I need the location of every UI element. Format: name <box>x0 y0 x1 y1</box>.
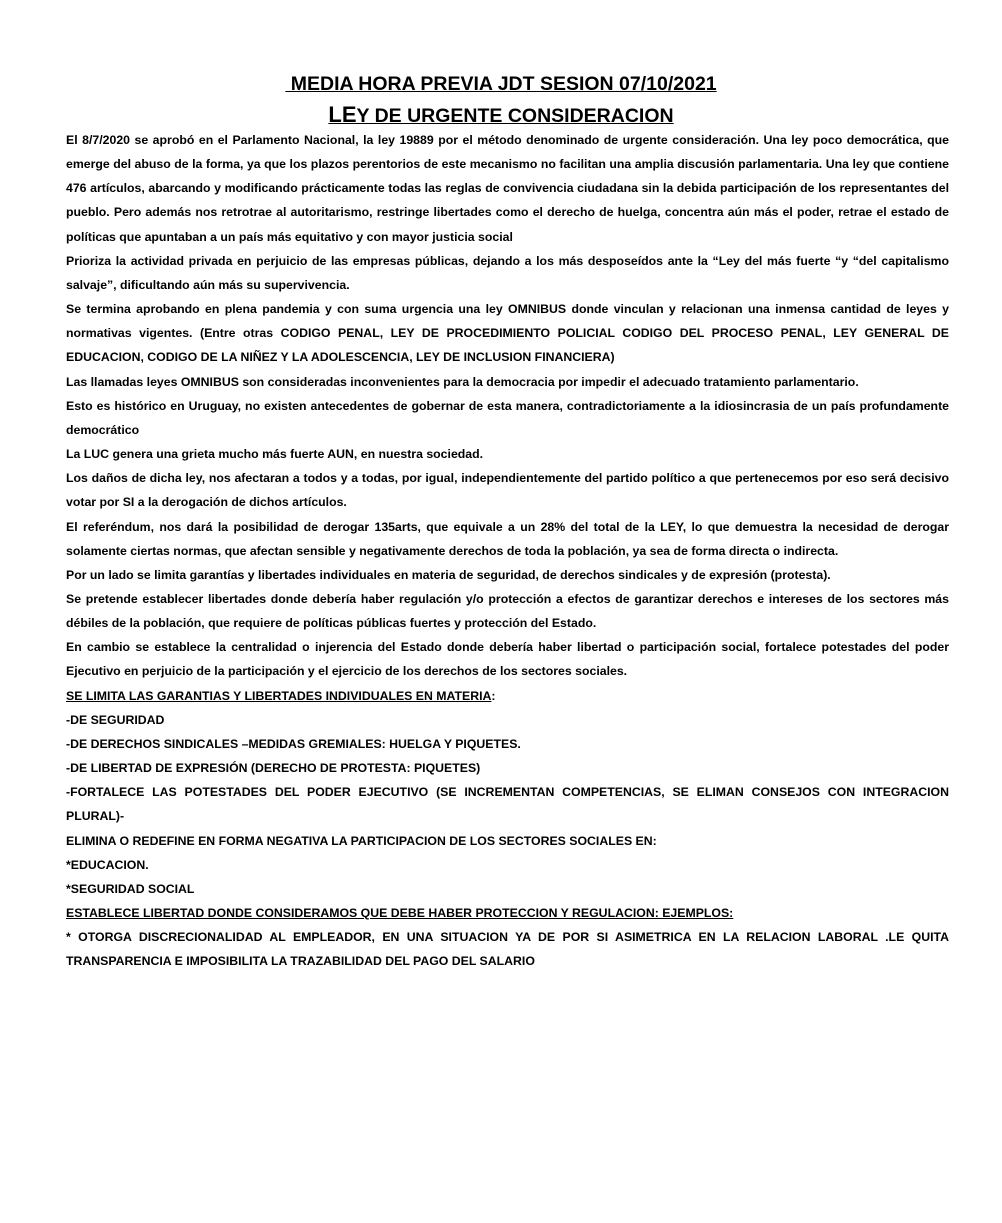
paragraph-9: Por un lado se limita garantías y libertades individuales en materia de seguridad, de derechos sindicales y de expresión (protesta). <box>66 567 831 582</box>
paragraph-5: Esto es histórico en Uruguay, no existen antecedentes de gobernar de esta manera, contradictoriamente a la idiosincrasia de un país profundamente democrático <box>66 398 949 437</box>
limits-item-education: *EDUCACION. <box>66 857 149 872</box>
section-limits-heading-text: SE LIMITA LAS GARANTIAS Y LIBERTADES INDIVIDUALES EN MATERIA <box>66 688 492 703</box>
paragraph-8: El referéndum, nos dará la posibilidad de derogar 135arts, que equivale a un 28% del total de la LEY, lo que demuestra la necesidad de derogar solamente ciertas normas, que afectan sensible y negativamente derechos de toda la población, ya sea de forma directa o indirecta. <box>66 519 949 558</box>
document-title: MEDIA HORA PREVIA JDT SESION 07/10/2021 <box>285 73 717 95</box>
limits-item-executive: -FORTALECE LAS POTESTADES DEL PODER EJECUTIVO (SE INCREMENTAN COMPETENCIAS, SE ELIMAN CONSEJOS CON INTEGRACION PLURAL)- <box>66 785 949 824</box>
limits-item-union-rights: -DE DERECHOS SINDICALES –MEDIDAS GREMIALES: HUELGA Y PIQUETES. <box>66 736 521 751</box>
limits-item-security: -DE SEGURIDAD <box>66 712 165 727</box>
paragraph-2: Prioriza la actividad privada en perjuicio de las empresas públicas, dejando a los más desposeídos ante la “Ley del más fuerte “y “del capitalismo salvaje”, dificultando aún más su supervivencia. <box>66 253 949 292</box>
limits-item-expression: -DE LIBERTAD DE EXPRESIÓN (DERECHO DE PROTESTA: PIQUETES) <box>66 761 481 776</box>
freedom-item-employer: * OTORGA DISCRECIONALIDAD AL EMPLEADOR, EN UNA SITUACION YA DE POR SI ASIMETRICA EN LA RELACION LABORAL .LE QUITA TRANSPARENCIA E IMPOSIBILITA LA TRAZABILIDAD DEL PAGO DEL SALARIO <box>66 930 949 969</box>
paragraph-7: Los daños de dicha ley, nos afectaran a todos y a todas, por igual, independientemente del partido político a que pertenecemos por eso será decisivo votar por SI a la derogación de dichos artículos. <box>66 471 949 510</box>
limits-item-social-security: *SEGURIDAD SOCIAL <box>66 881 195 896</box>
limits-item-participation: ELIMINA O REDEFINE EN FORMA NEGATIVA LA PARTICIPACION DE LOS SECTORES SOCIALES EN: <box>66 833 657 848</box>
paragraph-4: Las llamadas leyes OMNIBUS son consideradas inconvenientes para la democracia por impedir el adecuado tratamiento parlamentario. <box>66 374 859 389</box>
section-freedom-heading: ESTABLECE LIBERTAD DONDE CONSIDERAMOS QUE DEBE HABER PROTECCION Y REGULACION: EJEMPLOS: <box>66 906 734 920</box>
paragraph-6: La LUC genera una grieta mucho más fuerte AUN, en nuestra sociedad. <box>66 447 484 462</box>
paragraph-3: Se termina aprobando en plena pandemia y con suma urgencia una ley OMNIBUS donde vinculan y relacionan una inmensa cantidad de leyes y normativas vigentes. (Entre otras CODIGO PENAL, LEY DE PROCEDIMIENTO POLICIAL CODIGO DEL PROCESO PENAL, LEY GENERAL DE EDUCACION, CODIGO DE LA NIÑEZ Y LA ADOLESCENCIA, LEY DE INCLUSION FINANCIERA) <box>66 302 949 365</box>
document-body <box>66 128 949 973</box>
section-limits-heading <box>66 684 949 708</box>
paragraph-11: En cambio se establece la centralidad o injerencia del Estado donde debería haber libertad o participación social, fortalece potestades del poder Ejecutivo en perjuicio de la participación y el ejercicio de los derechos de los sectores sociales. <box>66 640 949 679</box>
document-subtitle <box>0 103 1002 128</box>
paragraph-10: Se pretende establecer libertades donde debería haber regulación y/o protección a efectos de garantizar derechos e intereses de los sectores más débiles de la población, que requiere de políticas públicas fuertes y protección del Estado. <box>66 591 949 631</box>
subtitle-rest: Y DE URGENTE CONSIDERACION <box>356 105 674 127</box>
paragraph-1: El 8/7/2020 se aprobó en el Parlamento Nacional, la ley 19889 por el método denominado de urgente consideración. Una ley poco democrática, que emerge del abuso de la forma, ya que los plazos perentorios de este mecanismo no facilitan una amplia discusión parlamentaria. Una ley que contiene 476 artículos, abarcando y modificando prácticamente todas las reglas de convivencia ciudadana sin la debida participación de los representantes del pueblo. Pero además nos retrotrae al autoritarismo, restringe libertades como el derecho de huelga, concentra aún más el poder, retrae el estado de políticas que apuntaban a un país más equitativo y con mayor justicia social <box>66 133 949 244</box>
subtitle-big-letters: LE <box>328 102 357 127</box>
section-limits-heading-colon: : <box>491 688 496 703</box>
